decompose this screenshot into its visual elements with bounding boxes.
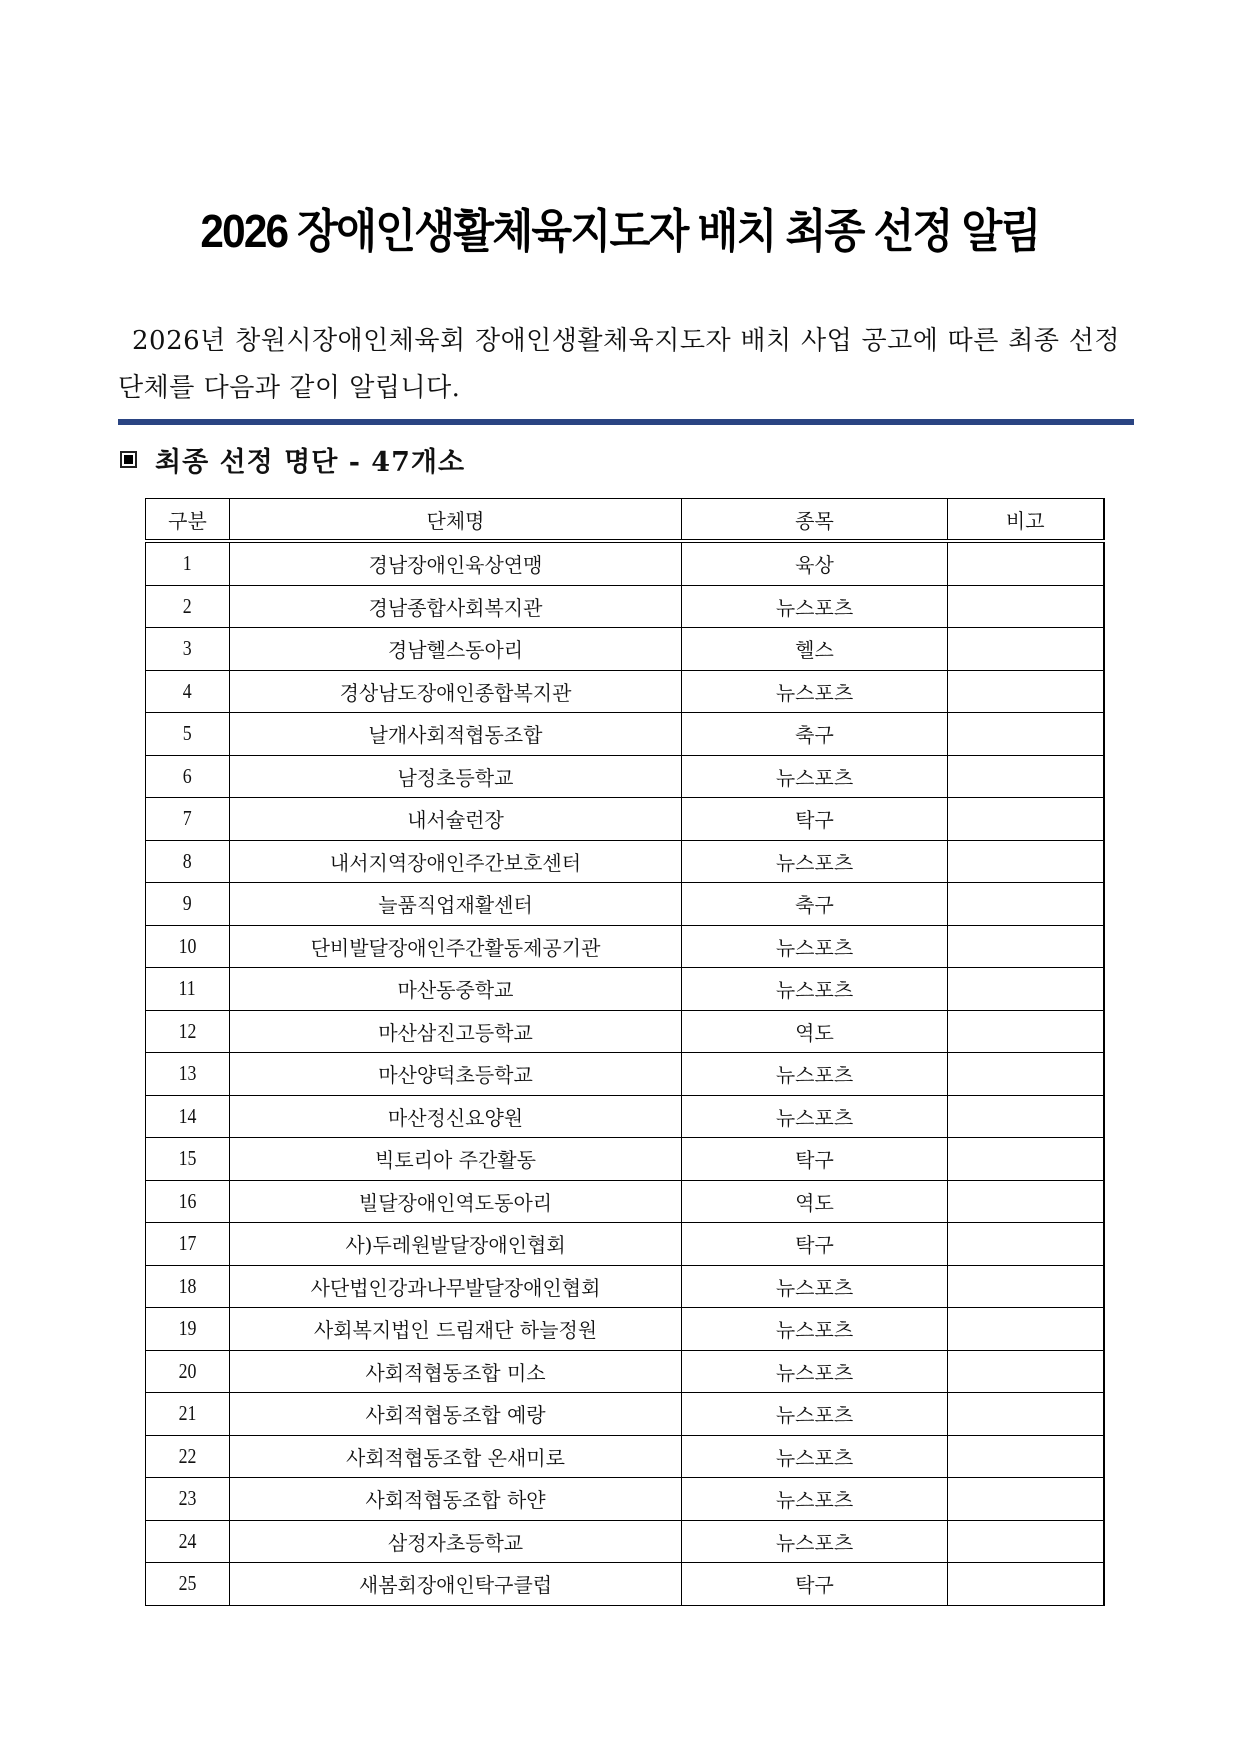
table-row xyxy=(146,1180,1104,1223)
row-number: 1 xyxy=(183,551,192,576)
cell-sport: 육상 xyxy=(682,541,948,585)
section-heading-text: 최종 선정 명단 - 47개소 xyxy=(155,446,466,478)
cell-note xyxy=(948,541,1104,585)
cell-no xyxy=(146,798,230,841)
cell-note xyxy=(948,798,1104,841)
row-number: 9 xyxy=(183,891,192,916)
header-note: 비고 xyxy=(948,499,1104,542)
cell-note xyxy=(948,1265,1104,1308)
cell-note xyxy=(948,925,1104,968)
cell-no xyxy=(146,628,230,671)
cell-sport: 탁구 xyxy=(682,798,948,841)
table-row xyxy=(146,840,1104,883)
cell-sport: 뉴스포츠 xyxy=(682,1350,948,1393)
table-row xyxy=(146,1478,1104,1521)
table-row xyxy=(146,670,1104,713)
table-row xyxy=(146,585,1104,628)
cell-org-name: 경상남도장애인종합복지관 xyxy=(230,670,682,713)
header-name: 단체명 xyxy=(230,499,682,542)
cell-note xyxy=(948,1393,1104,1436)
table-row xyxy=(146,1138,1104,1181)
row-number: 22 xyxy=(178,1443,197,1468)
table-row xyxy=(146,1435,1104,1478)
cell-org-name: 단비발달장애인주간활동제공기관 xyxy=(230,925,682,968)
row-number: 21 xyxy=(178,1401,197,1426)
row-number: 20 xyxy=(178,1358,197,1383)
cell-org-name: 사회적협동조합 미소 xyxy=(230,1350,682,1393)
cell-no xyxy=(146,1138,230,1181)
cell-no xyxy=(146,1308,230,1351)
row-number: 8 xyxy=(183,848,192,873)
square-bullet-icon xyxy=(120,451,137,468)
cell-no xyxy=(146,1478,230,1521)
cell-sport: 뉴스포츠 xyxy=(682,968,948,1011)
cell-note xyxy=(948,1095,1104,1138)
cell-org-name: 사회적협동조합 하얀 xyxy=(230,1478,682,1521)
cell-org-name: 내서슐런장 xyxy=(230,798,682,841)
cell-no xyxy=(146,1350,230,1393)
cell-note xyxy=(948,883,1104,926)
table-row xyxy=(146,1393,1104,1436)
row-number: 4 xyxy=(183,678,192,703)
cell-no xyxy=(146,1393,230,1436)
row-number: 13 xyxy=(178,1061,197,1086)
cell-sport: 역도 xyxy=(682,1180,948,1223)
table-row xyxy=(146,755,1104,798)
cell-org-name: 사회적협동조합 예랑 xyxy=(230,1393,682,1436)
cell-note xyxy=(948,1350,1104,1393)
cell-no xyxy=(146,883,230,926)
cell-org-name: 빌달장애인역도동아리 xyxy=(230,1180,682,1223)
row-number: 6 xyxy=(183,763,192,788)
table-row xyxy=(146,925,1104,968)
cell-sport: 축구 xyxy=(682,883,948,926)
cell-note xyxy=(948,1010,1104,1053)
cell-note xyxy=(948,1138,1104,1181)
cell-no xyxy=(146,755,230,798)
cell-note xyxy=(948,1520,1104,1563)
cell-sport: 뉴스포츠 xyxy=(682,925,948,968)
cell-sport: 뉴스포츠 xyxy=(682,670,948,713)
table-row xyxy=(146,1223,1104,1266)
cell-org-name: 새봄회장애인탁구클럽 xyxy=(230,1563,682,1606)
page-title: 2026 장애인생활체육지도자 배치 최종 선정 알림 xyxy=(200,204,1040,257)
row-number: 18 xyxy=(178,1273,197,1298)
cell-sport: 뉴스포츠 xyxy=(682,840,948,883)
cell-no xyxy=(146,1180,230,1223)
cell-sport: 뉴스포츠 xyxy=(682,1520,948,1563)
table-row xyxy=(146,798,1104,841)
cell-no xyxy=(146,1053,230,1096)
row-number: 19 xyxy=(178,1316,197,1341)
table-row xyxy=(146,1053,1104,1096)
cell-sport: 뉴스포츠 xyxy=(682,585,948,628)
cell-note xyxy=(948,713,1104,756)
table-body xyxy=(146,541,1104,1605)
table-row xyxy=(146,968,1104,1011)
row-number: 16 xyxy=(178,1188,197,1213)
table-row xyxy=(146,883,1104,926)
cell-no xyxy=(146,1223,230,1266)
cell-no xyxy=(146,670,230,713)
row-number: 23 xyxy=(178,1486,197,1511)
cell-no xyxy=(146,840,230,883)
cell-no xyxy=(146,968,230,1011)
cell-note xyxy=(948,968,1104,1011)
cell-sport: 탁구 xyxy=(682,1563,948,1606)
row-number: 10 xyxy=(178,933,197,958)
header-sport: 종목 xyxy=(682,499,948,542)
cell-note xyxy=(948,1180,1104,1223)
row-number: 5 xyxy=(183,721,192,746)
cell-org-name: 경남헬스동아리 xyxy=(230,628,682,671)
cell-sport: 탁구 xyxy=(682,1223,948,1266)
cell-org-name: 사단법인강과나무발달장애인협회 xyxy=(230,1265,682,1308)
table-row xyxy=(146,1308,1104,1351)
header-no: 구분 xyxy=(146,499,230,542)
row-number: 11 xyxy=(178,976,197,1001)
table-row xyxy=(146,628,1104,671)
cell-note xyxy=(948,670,1104,713)
cell-no xyxy=(146,1095,230,1138)
cell-note xyxy=(948,585,1104,628)
selection-table xyxy=(145,498,1105,1606)
row-number: 2 xyxy=(183,593,192,618)
cell-sport: 축구 xyxy=(682,713,948,756)
row-number: 3 xyxy=(183,636,192,661)
cell-note xyxy=(948,1478,1104,1521)
cell-org-name: 내서지역장애인주간보호센터 xyxy=(230,840,682,883)
row-number: 14 xyxy=(178,1103,197,1128)
cell-no xyxy=(146,1563,230,1606)
cell-note xyxy=(948,840,1104,883)
cell-org-name: 사회복지법인 드림재단 하늘정원 xyxy=(230,1308,682,1351)
row-number: 15 xyxy=(178,1146,197,1171)
cell-org-name: 삼정자초등학교 xyxy=(230,1520,682,1563)
cell-note xyxy=(948,1435,1104,1478)
table-row xyxy=(146,1563,1104,1606)
cell-note xyxy=(948,1053,1104,1096)
cell-org-name: 사회적협동조합 온새미로 xyxy=(230,1435,682,1478)
cell-note xyxy=(948,1223,1104,1266)
cell-sport: 뉴스포츠 xyxy=(682,1308,948,1351)
cell-org-name: 늘품직업재활센터 xyxy=(230,883,682,926)
cell-sport: 뉴스포츠 xyxy=(682,1393,948,1436)
cell-no xyxy=(146,1520,230,1563)
cell-no xyxy=(146,1010,230,1053)
table-row xyxy=(146,713,1104,756)
table-header-row xyxy=(146,499,1104,542)
cell-sport: 뉴스포츠 xyxy=(682,1435,948,1478)
cell-org-name: 남정초등학교 xyxy=(230,755,682,798)
cell-no xyxy=(146,1265,230,1308)
cell-no xyxy=(146,925,230,968)
table-row xyxy=(146,1350,1104,1393)
table-row xyxy=(146,1095,1104,1138)
cell-no xyxy=(146,541,230,585)
row-number: 24 xyxy=(178,1528,197,1553)
cell-org-name: 사)두레원발달장애인협회 xyxy=(230,1223,682,1266)
table-row xyxy=(146,1010,1104,1053)
cell-sport: 헬스 xyxy=(682,628,948,671)
cell-org-name: 마산삼진고등학교 xyxy=(230,1010,682,1053)
cell-no xyxy=(146,585,230,628)
cell-sport: 뉴스포츠 xyxy=(682,1478,948,1521)
cell-org-name: 마산정신요양원 xyxy=(230,1095,682,1138)
cell-org-name: 마산동중학교 xyxy=(230,968,682,1011)
cell-note xyxy=(948,755,1104,798)
cell-note xyxy=(948,1563,1104,1606)
cell-sport: 탁구 xyxy=(682,1138,948,1181)
cell-note xyxy=(948,1308,1104,1351)
cell-sport: 역도 xyxy=(682,1010,948,1053)
section-divider xyxy=(118,419,1134,425)
cell-sport: 뉴스포츠 xyxy=(682,1053,948,1096)
cell-org-name: 경남종합사회복지관 xyxy=(230,585,682,628)
row-number: 25 xyxy=(178,1571,197,1596)
cell-org-name: 마산양덕초등학교 xyxy=(230,1053,682,1096)
row-number: 17 xyxy=(178,1231,197,1256)
cell-sport: 뉴스포츠 xyxy=(682,1265,948,1308)
table-row xyxy=(146,1520,1104,1563)
cell-org-name: 경남장애인육상연맹 xyxy=(230,541,682,585)
intro-paragraph: 2026년 창원시장애인체육회 장애인생활체육지도자 배치 사업 공고에 따른 최종 선정 단체를 다음과 같이 알립니다. xyxy=(118,326,1120,403)
cell-sport: 뉴스포츠 xyxy=(682,755,948,798)
cell-org-name: 날개사회적협동조합 xyxy=(230,713,682,756)
row-number: 12 xyxy=(178,1018,197,1043)
cell-sport: 뉴스포츠 xyxy=(682,1095,948,1138)
row-number: 7 xyxy=(183,806,192,831)
cell-org-name: 빅토리아 주간활동 xyxy=(230,1138,682,1181)
cell-no xyxy=(146,713,230,756)
table-row xyxy=(146,1265,1104,1308)
table-row xyxy=(146,541,1104,585)
cell-note xyxy=(948,628,1104,671)
cell-no xyxy=(146,1435,230,1478)
section-heading xyxy=(120,437,465,481)
